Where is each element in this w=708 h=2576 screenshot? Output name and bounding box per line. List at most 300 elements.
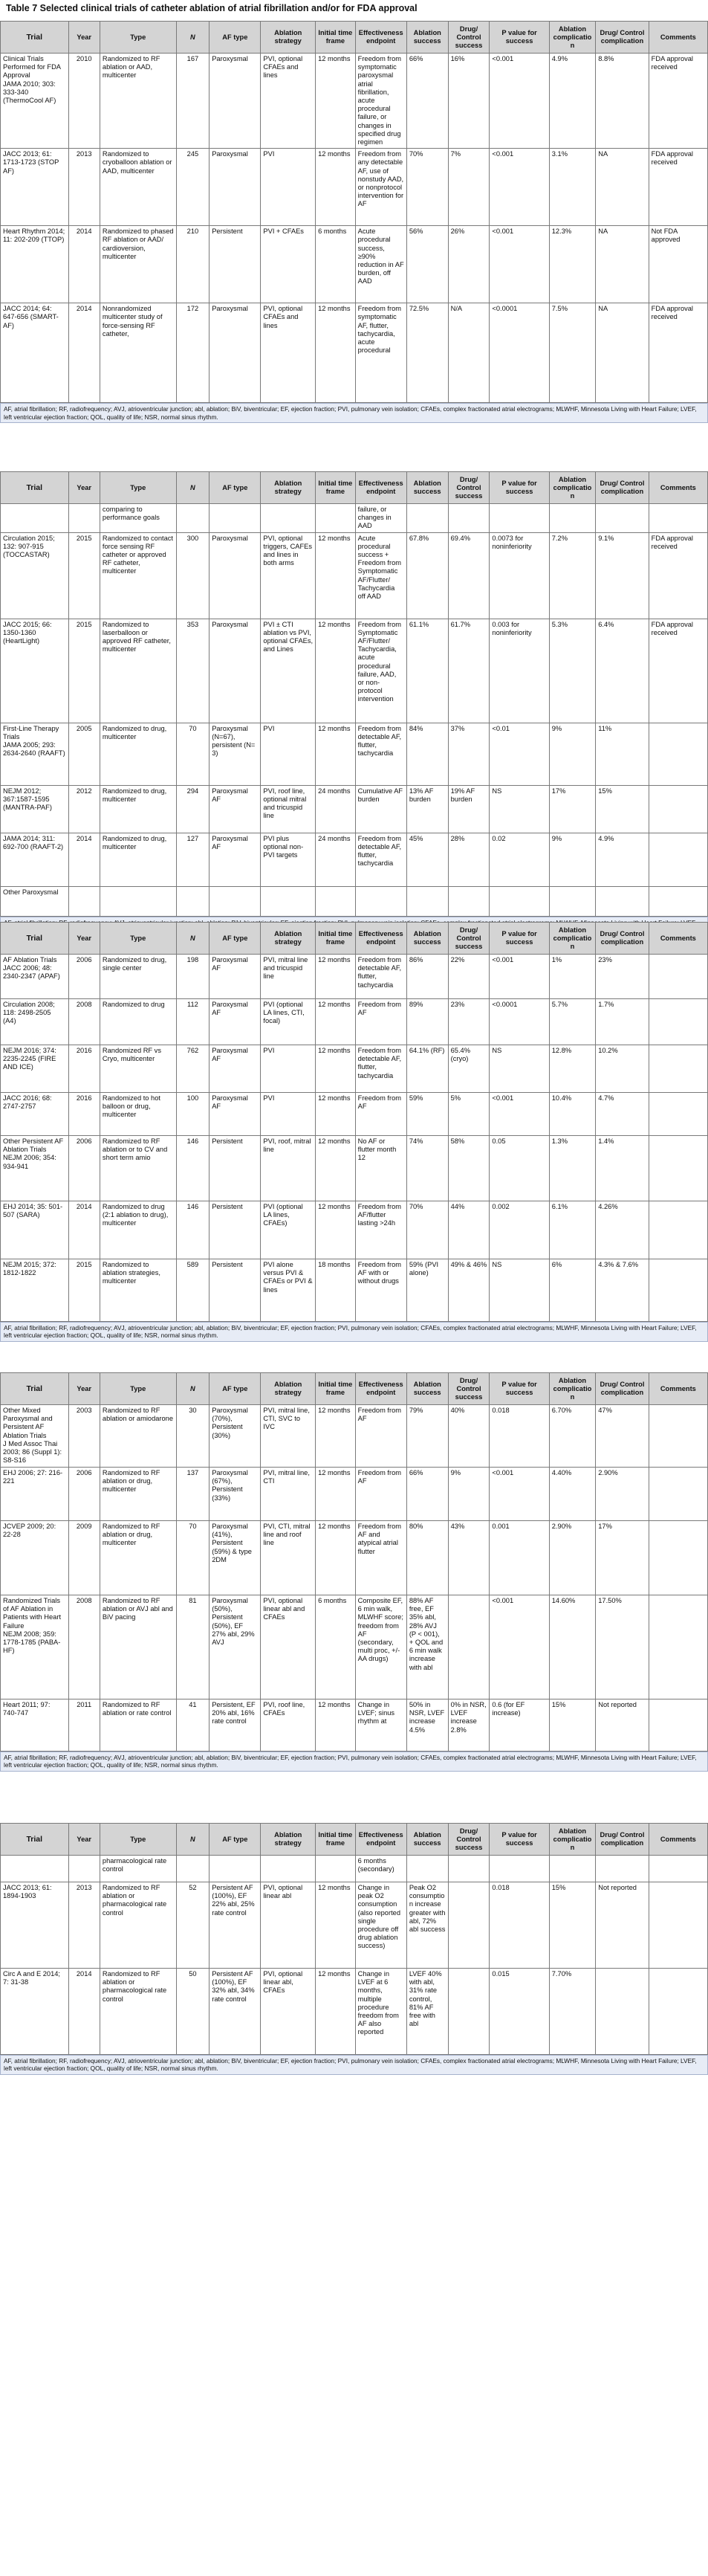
column-header: Year <box>68 1373 100 1405</box>
column-header: Trial <box>1 1824 69 1856</box>
column-header: Ablation complication <box>549 1824 595 1856</box>
table-cell: 81 <box>176 1595 210 1699</box>
table-cell: 72.5% <box>406 303 448 403</box>
table-cell: PVI, optional CFAEs and lines <box>261 303 316 403</box>
table-row <box>1 1882 708 1969</box>
table-cell: 26% <box>448 226 490 303</box>
table-cell: Randomized to drug <box>100 999 176 1045</box>
table-cell: PVI, CTI, mitral line and roof line <box>261 1521 316 1595</box>
table-cell: Freedom from AF/flutter lasting >24h <box>355 1201 406 1259</box>
table-row <box>1 303 708 403</box>
table-cell: 12 months <box>316 1093 356 1136</box>
table-cell: 2013 <box>68 149 100 226</box>
table-row <box>1 504 708 533</box>
table-cell: 43% <box>448 1521 490 1595</box>
table-cell: PVI (optional LA lines, CTI, focal) <box>261 999 316 1045</box>
table-cell <box>210 1856 261 1882</box>
table-cell: 3.1% <box>549 149 595 226</box>
table-cell <box>649 1521 707 1595</box>
column-header: N <box>176 1373 210 1405</box>
table-page <box>0 21 708 423</box>
table-cell: 24 months <box>316 833 356 886</box>
column-header: AF type <box>210 22 261 54</box>
table-cell: Persistent AF (100%), EF 32% abl, 34% rate control <box>210 1969 261 2055</box>
table-cell: Paroxysmal AF <box>210 785 261 833</box>
table-cell: FDA approval received <box>649 54 707 149</box>
table-cell: 17.50% <box>596 1595 649 1699</box>
table-cell: LVEF 40% with abl, 31% rate control, 81% AF free with abl <box>406 1969 448 2055</box>
table-cell: Cumulative AF burden <box>355 785 406 833</box>
table-cell: JACC 2013; 61: 1894-1903 <box>1 1882 69 1969</box>
table-cell: 12 months <box>316 149 356 226</box>
table-cell: 0.05 <box>490 1136 549 1201</box>
table-cell: Paroxysmal (70%), Persistent (30%) <box>210 1405 261 1468</box>
table-cell: 58% <box>448 1136 490 1201</box>
abbreviation-footnote <box>0 1752 708 1772</box>
table-cell: Randomized to RF ablation or rate control <box>100 1699 176 1752</box>
table-cell: Freedom from detectable AF, flutter, tachycardia <box>355 723 406 785</box>
table-cell: 12 months <box>316 955 356 999</box>
table-cell: 19% AF burden <box>448 785 490 833</box>
column-header: Type <box>100 1824 176 1856</box>
table-row <box>1 1468 708 1521</box>
table-cell: 5.7% <box>549 999 595 1045</box>
table-cell <box>490 1856 549 1882</box>
table-cell: PVI, optional linear abl <box>261 1882 316 1969</box>
table-cell: NA <box>596 303 649 403</box>
column-header: Initial time frame <box>316 472 356 504</box>
table-cell: 2006 <box>68 1136 100 1201</box>
table-cell: Paroxysmal <box>210 54 261 149</box>
table-cell: 12 months <box>316 619 356 723</box>
table-cell: Freedom from AF <box>355 999 406 1045</box>
table-cell <box>448 886 490 916</box>
table-cell: 4.40% <box>549 1468 595 1521</box>
table-cell: 0.001 <box>490 1521 549 1595</box>
table-cell: 12 months <box>316 1201 356 1259</box>
column-header: Ablation complication <box>549 1373 595 1405</box>
table-cell: Not FDA approved <box>649 226 707 303</box>
table-cell: AF Ablation Trials JACC 2006; 48: 2340-2347 (APAF) <box>1 955 69 999</box>
abbreviation-footnote <box>0 403 708 423</box>
table-cell: FDA approval received <box>649 303 707 403</box>
table-cell <box>549 504 595 533</box>
table-cell <box>448 1595 490 1699</box>
table-cell: 2008 <box>68 1595 100 1699</box>
table-row <box>1 785 708 833</box>
table-row <box>1 1093 708 1136</box>
table-cell: <0.001 <box>490 955 549 999</box>
column-header: Ablation success <box>406 923 448 955</box>
table-cell: 6.70% <box>549 1405 595 1468</box>
column-header: Type <box>100 22 176 54</box>
table-cell: <0.0001 <box>490 303 549 403</box>
column-header: N <box>176 472 210 504</box>
abbreviation-footnote <box>0 2055 708 2075</box>
table-cell: 12 months <box>316 723 356 785</box>
table-row <box>1 149 708 226</box>
column-header: Ablation complication <box>549 472 595 504</box>
table-cell: 52 <box>176 1882 210 1969</box>
table-cell: NEJM 2012; 367:1587-1595 (MANTRA-PAF) <box>1 785 69 833</box>
table-cell: Peak O2 consumption increase greater with abl, 72% abl success <box>406 1882 448 1969</box>
table-cell: 137 <box>176 1468 210 1521</box>
table-cell: 45% <box>406 833 448 886</box>
table-cell: Freedom from detectable AF, flutter, tachycardia <box>355 955 406 999</box>
column-header: Comments <box>649 1373 707 1405</box>
column-header: AF type <box>210 1824 261 1856</box>
table-cell: 22% <box>448 955 490 999</box>
table-cell: 11% <box>596 723 649 785</box>
table-cell: Freedom from detectable AF, flutter, tachycardia <box>355 1045 406 1093</box>
table-cell: 198 <box>176 955 210 999</box>
table-cell: 8.8% <box>596 54 649 149</box>
column-header: Ablation success <box>406 1824 448 1856</box>
table-cell: 47% <box>596 1405 649 1468</box>
table-cell: PVI <box>261 1045 316 1093</box>
table-cell: 17% <box>596 1521 649 1595</box>
table-cell <box>448 1882 490 1969</box>
table-cell: 50% in NSR, LVEF increase 4.5% <box>406 1699 448 1752</box>
table-cell: PVI (optional LA lines, CFAEs) <box>261 1201 316 1259</box>
table-cell <box>406 1856 448 1882</box>
column-header: Ablation strategy <box>261 1373 316 1405</box>
table-cell <box>1 1856 69 1882</box>
table-cell: 2009 <box>68 1521 100 1595</box>
table-row <box>1 1969 708 2055</box>
column-header: Drug/ Control success <box>448 1373 490 1405</box>
table-cell: Freedom from AF with or without drugs <box>355 1259 406 1322</box>
table-cell: Heart 2011; 97: 740-747 <box>1 1699 69 1752</box>
table-cell: JACC 2013; 61: 1713-1723 (STOP AF) <box>1 149 69 226</box>
table-cell: 2014 <box>68 1969 100 2055</box>
table-cell: failure, or changes in AAD <box>355 504 406 533</box>
table-cell <box>176 504 210 533</box>
footnote-text: AF, atrial fibrillation; RF, radiofrequency; AVJ, atrioventricular junction; abl, ablation; BiV, biventricular; EF, ejection fraction; PVI, pulmonary vein isolation; CFAEs, complex fractionated atrial electrograms; MLWHF, Minnesota Living with Heart Failure; LVEF, left ventricular ejection fraction; QOL, quality of life; NSR, normal sinus rhythm. <box>4 405 697 421</box>
table-cell: 9% <box>549 723 595 785</box>
column-header: Drug/ Control success <box>448 472 490 504</box>
table-cell: Randomized to hot balloon or drug, multicenter <box>100 1093 176 1136</box>
table-cell <box>649 1856 707 1882</box>
table-cell: 2016 <box>68 1093 100 1136</box>
table-cell: 0.0073 for noninferiority <box>490 532 549 619</box>
table-cell <box>649 1405 707 1468</box>
table-cell: 12 months <box>316 1521 356 1595</box>
table-cell: Paroxysmal (67%), Persistent (33%) <box>210 1468 261 1521</box>
table-cell: PVI ± CTI ablation vs PVI, optional CFAEs, and Lines <box>261 619 316 723</box>
table-cell: 12 months <box>316 1969 356 2055</box>
table-cell: 50 <box>176 1969 210 2055</box>
table-cell: 89% <box>406 999 448 1045</box>
table-cell: Paroxysmal (N=67), persistent (N= 3) <box>210 723 261 785</box>
column-header: Drug/ Control complication <box>596 472 649 504</box>
table-cell: 0.018 <box>490 1882 549 1969</box>
table-cell: Paroxysmal (41%), Persistent (59%) & type 2DM <box>210 1521 261 1595</box>
table-cell: 245 <box>176 149 210 226</box>
table-row <box>1 1136 708 1201</box>
table-row <box>1 532 708 619</box>
table-cell: 2.90% <box>549 1521 595 1595</box>
table-cell: 12 months <box>316 54 356 149</box>
table-cell: 6% <box>549 1259 595 1322</box>
table-cell: Other Mixed Paroxysmal and Persistent AF Ablation Trials J Med Assoc Thai 2003; 86 (Suppl 1): S8-S16 <box>1 1405 69 1468</box>
table-cell: Not reported <box>596 1882 649 1969</box>
table-cell <box>549 1856 595 1882</box>
table-cell <box>649 1045 707 1093</box>
table-cell: <0.001 <box>490 226 549 303</box>
table-cell <box>355 886 406 916</box>
table-cell <box>406 886 448 916</box>
table-cell <box>649 1882 707 1969</box>
column-header: N <box>176 22 210 54</box>
table-cell: Paroxysmal <box>210 303 261 403</box>
footnote-text: AF, atrial fibrillation; RF, radiofrequency; AVJ, atrioventricular junction; abl, ablation; BiV, biventricular; EF, ejection fraction; PVI, pulmonary vein isolation; CFAEs, complex fractionated atrial electrograms; MLWHF, Minnesota Living with Heart Failure; LVEF, left ventricular ejection fraction; QOL, quality of life; NSR, normal sinus rhythm. <box>4 1324 697 1340</box>
table-cell <box>649 1595 707 1699</box>
table-cell: Change in peak O2 consumption (also reported single procedure off drug ablation success) <box>355 1882 406 1969</box>
table-row <box>1 1045 708 1093</box>
table-cell: 12.8% <box>549 1045 595 1093</box>
column-header: Comments <box>649 472 707 504</box>
table-cell: JACC 2015; 66: 1350-1360 (HeartLight) <box>1 619 69 723</box>
table-cell: FDA approval received <box>649 532 707 619</box>
table-cell: Persistent <box>210 1259 261 1322</box>
table-cell <box>261 1856 316 1882</box>
table-cell: Paroxysmal AF <box>210 955 261 999</box>
column-header: N <box>176 1824 210 1856</box>
table-cell <box>649 886 707 916</box>
table-cell: 1% <box>549 955 595 999</box>
column-header: P value for success <box>490 1373 549 1405</box>
column-header: AF type <box>210 1373 261 1405</box>
column-header: Trial <box>1 22 69 54</box>
table-cell: 23% <box>596 955 649 999</box>
table-cell: 4.9% <box>549 54 595 149</box>
table-cell: 16% <box>448 54 490 149</box>
table-cell: 70 <box>176 1521 210 1595</box>
table-cell: Randomized to RF ablation or AVJ abl and BiV pacing <box>100 1595 176 1699</box>
table-cell: Randomized to phased RF ablation or AAD/ cardioversion, multicenter <box>100 226 176 303</box>
table-cell: 70% <box>406 1201 448 1259</box>
table-cell <box>649 1468 707 1521</box>
table-cell: Randomized to RF ablation or amiodarone <box>100 1405 176 1468</box>
table-cell <box>448 1969 490 2055</box>
table-cell: 6 months (secondary) <box>355 1856 406 1882</box>
table-cell: Randomized to RF ablation or to CV and short term amio <box>100 1136 176 1201</box>
table-cell: 146 <box>176 1136 210 1201</box>
table-cell: 2011 <box>68 1699 100 1752</box>
table-cell: 64.1% (RF) <box>406 1045 448 1093</box>
table-cell: Nonrandomized multicenter study of force-sensing RF catheter, <box>100 303 176 403</box>
table-cell: Randomized to cryoballoon ablation or AAD, multicenter <box>100 149 176 226</box>
column-header: N <box>176 923 210 955</box>
table-row <box>1 955 708 999</box>
column-header: Initial time frame <box>316 1373 356 1405</box>
table-cell: 80% <box>406 1521 448 1595</box>
column-header: Effectiveness endpoint <box>355 22 406 54</box>
table-row <box>1 833 708 886</box>
column-header: Drug/ Control complication <box>596 923 649 955</box>
table-cell <box>448 1856 490 1882</box>
table-cell: PVI, roof line, optional mitral and tricuspid line <box>261 785 316 833</box>
table-cell: 2014 <box>68 1201 100 1259</box>
table-cell: No AF or flutter month 12 <box>355 1136 406 1201</box>
table-cell: 7% <box>448 149 490 226</box>
table-cell: 2006 <box>68 1468 100 1521</box>
table-cell <box>596 504 649 533</box>
table-cell: 13% AF burden <box>406 785 448 833</box>
table-cell <box>490 886 549 916</box>
column-header: Comments <box>649 22 707 54</box>
table-row <box>1 226 708 303</box>
column-header: Comments <box>649 1824 707 1856</box>
table-cell: 4.9% <box>596 833 649 886</box>
table-cell: 86% <box>406 955 448 999</box>
trials-table <box>0 922 708 1322</box>
table-row <box>1 1856 708 1882</box>
table-cell: 12.3% <box>549 226 595 303</box>
table-cell: PVI, optional linear abl and CFAEs <box>261 1595 316 1699</box>
table-cell: 66% <box>406 54 448 149</box>
table-cell: 112 <box>176 999 210 1045</box>
column-header: Ablation success <box>406 22 448 54</box>
table-cell: Paroxysmal <box>210 619 261 723</box>
table-cell: 2012 <box>68 785 100 833</box>
column-header: Effectiveness endpoint <box>355 472 406 504</box>
trials-table <box>0 1372 708 1752</box>
table-cell: FDA approval received <box>649 619 707 723</box>
table-cell: 49% & 46% <box>448 1259 490 1322</box>
table-cell: 70% <box>406 149 448 226</box>
table-cell: 12 months <box>316 303 356 403</box>
table-cell <box>316 886 356 916</box>
table-cell: Randomized to ablation strategies, multicenter <box>100 1259 176 1322</box>
table-cell <box>649 504 707 533</box>
table-cell: Freedom from AF <box>355 1093 406 1136</box>
table-cell: comparing to performance goals <box>100 504 176 533</box>
table-cell: Circulation 2008; 118: 2498-2505 (A4) <box>1 999 69 1045</box>
table-cell: PVI <box>261 149 316 226</box>
column-header: Ablation strategy <box>261 472 316 504</box>
table-cell: 1.4% <box>596 1136 649 1201</box>
table-cell: NA <box>596 149 649 226</box>
table-cell: Acute procedural success, ≥90% reduction in AF burden, off AAD <box>355 226 406 303</box>
table-cell: 2016 <box>68 1045 100 1093</box>
table-cell: Not reported <box>596 1699 649 1752</box>
table-cell: 2015 <box>68 619 100 723</box>
table-cell: Freedom from symptomatic AF, flutter, tachycardia, acute procedural <box>355 303 406 403</box>
table-cell: EHJ 2014; 35: 501-507 (SARA) <box>1 1201 69 1259</box>
table-cell: 40% <box>448 1405 490 1468</box>
column-header: Year <box>68 22 100 54</box>
table-cell: 6.1% <box>549 1201 595 1259</box>
table-cell: Persistent, EF 20% abl, 16% rate control <box>210 1699 261 1752</box>
table-row <box>1 1405 708 1468</box>
table-cell: PVI, mitral line, CTI, SVC to IVC <box>261 1405 316 1468</box>
column-header: Year <box>68 1824 100 1856</box>
table-cell <box>649 833 707 886</box>
table-cell <box>316 1856 356 1882</box>
table-cell: 12 months <box>316 1699 356 1752</box>
column-header: Effectiveness endpoint <box>355 923 406 955</box>
table-cell: 84% <box>406 723 448 785</box>
table-cell: 2003 <box>68 1405 100 1468</box>
table-cell: 0.02 <box>490 833 549 886</box>
table-cell: 0.6 (for EF increase) <box>490 1699 549 1752</box>
column-header: Year <box>68 923 100 955</box>
table-cell: JACC 2016; 68: 2747-2757 <box>1 1093 69 1136</box>
table-cell: 589 <box>176 1259 210 1322</box>
column-header: Drug/ Control success <box>448 923 490 955</box>
table-cell: 1.7% <box>596 999 649 1045</box>
table-cell: 7.5% <box>549 303 595 403</box>
table-cell: 2006 <box>68 955 100 999</box>
abbreviation-footnote <box>0 1322 708 1342</box>
table-cell: PVI plus optional non-PVI targets <box>261 833 316 886</box>
table-row <box>1 54 708 149</box>
table-cell: NEJM 2016; 374: 2235-2245 (FIRE AND ICE) <box>1 1045 69 1093</box>
table-cell: Circ A and E 2014; 7: 31-38 <box>1 1969 69 2055</box>
table-cell: 2005 <box>68 723 100 785</box>
table-cell: 10.4% <box>549 1093 595 1136</box>
table-cell: Paroxysmal AF <box>210 999 261 1045</box>
table-cell: Composite EF, 6 min walk, MLWHF score; freedom from AF (secondary, multi proc, +/- AA drugs) <box>355 1595 406 1699</box>
table-cell <box>68 1856 100 1882</box>
table-cell: 5% <box>448 1093 490 1136</box>
table-cell: 12 months <box>316 1882 356 1969</box>
table-row <box>1 886 708 916</box>
column-header: Ablation success <box>406 1373 448 1405</box>
table-cell <box>596 1856 649 1882</box>
table-page <box>0 1823 708 2075</box>
table-cell: NS <box>490 785 549 833</box>
table-cell: pharmacological rate control <box>100 1856 176 1882</box>
column-header: Drug/ Control complication <box>596 1824 649 1856</box>
table-cell <box>176 886 210 916</box>
table-cell: Randomized to drug, multicenter <box>100 785 176 833</box>
table-cell: 10.2% <box>596 1045 649 1093</box>
table-cell: 15% <box>596 785 649 833</box>
table-cell: Paroxysmal <box>210 149 261 226</box>
table-cell: PVI alone versus PVI & CFAEs or PVI & lines <box>261 1259 316 1322</box>
table-cell: 9.1% <box>596 532 649 619</box>
column-header: Drug/ Control success <box>448 1824 490 1856</box>
table-cell: 100 <box>176 1093 210 1136</box>
table-cell: FDA approval received <box>649 149 707 226</box>
header-row <box>1 923 708 955</box>
table-cell: 4.7% <box>596 1093 649 1136</box>
table-cell: 2.90% <box>596 1468 649 1521</box>
table-cell: 12 months <box>316 1136 356 1201</box>
table-cell: 6 months <box>316 1595 356 1699</box>
table-cell <box>68 886 100 916</box>
table-cell: First-Line Therapy Trials JAMA 2005; 293: 2634-2640 (RAAFT) <box>1 723 69 785</box>
table-cell <box>261 886 316 916</box>
table-cell: 61.1% <box>406 619 448 723</box>
table-cell: Paroxysmal (50%), Persistent (50%), EF 27% abl, 29% AVJ <box>210 1595 261 1699</box>
table-cell: 762 <box>176 1045 210 1093</box>
table-cell: 15% <box>549 1882 595 1969</box>
table-cell: Freedom from Symptomatic AF/Flutter/ Tachycardia, acute procedural failure, AAD, or non-protocol intervention <box>355 619 406 723</box>
column-header: Ablation complication <box>549 923 595 955</box>
table-cell: 0.018 <box>490 1405 549 1468</box>
table-cell: Persistent <box>210 1201 261 1259</box>
table-cell: 12 months <box>316 1045 356 1093</box>
table-cell: 7.70% <box>549 1969 595 2055</box>
column-header: Ablation strategy <box>261 923 316 955</box>
column-header: Initial time frame <box>316 1824 356 1856</box>
column-header: Effectiveness endpoint <box>355 1824 406 1856</box>
column-header: P value for success <box>490 472 549 504</box>
